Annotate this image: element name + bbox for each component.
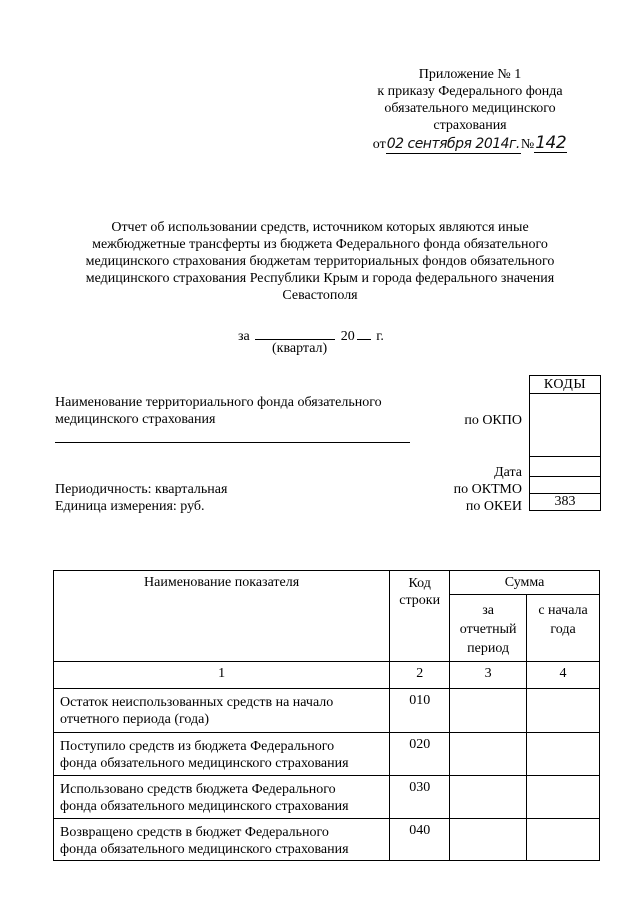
period-subtitle: (квартал) (272, 341, 328, 356)
header-name: Наименование показателя (54, 571, 390, 662)
row-name (54, 776, 390, 819)
periodicity-label: Периодичность: квартальная (55, 482, 228, 497)
row-code: 040 (390, 819, 450, 861)
row-name-line: Остаток неиспользованных средств на начало (60, 695, 334, 710)
row-year-value[interactable] (527, 776, 600, 819)
row-name-line: фонда обязательного медицинского страхования (60, 799, 349, 814)
column-number: 1 (54, 662, 390, 689)
row-code: 010 (390, 689, 450, 733)
appendix-line: обязательного медицинского (384, 101, 556, 116)
codes-header: КОДЫ (543, 377, 587, 392)
table-row (54, 689, 600, 733)
appendix-date-line (360, 135, 580, 159)
column-number: 2 (390, 662, 450, 689)
quarter-blank[interactable] (255, 325, 335, 340)
title-line: медицинского страхования бюджетам территориальных фондов обязательного (85, 254, 555, 269)
header-period (450, 595, 527, 662)
row-code: 030 (390, 776, 450, 819)
okpo-code-cell[interactable] (530, 393, 600, 456)
codes-box (529, 375, 601, 511)
year-blank[interactable] (357, 325, 371, 340)
header-year-line: с начала (538, 603, 588, 618)
header-code-line: строки (399, 593, 441, 608)
row-name (54, 733, 390, 776)
okei-label: по ОКЕИ (465, 499, 522, 514)
fund-name-line: Наименование территориального фонда обязательного (55, 395, 382, 410)
row-year-value[interactable] (527, 689, 600, 733)
header-period-line: период (467, 641, 510, 656)
handwritten-number: 142 (535, 133, 567, 153)
number-prefix: № (520, 137, 535, 152)
fund-name-blank-line[interactable] (55, 442, 410, 443)
okei-code-cell[interactable]: 383 (530, 493, 600, 510)
table-row (54, 733, 600, 776)
period-za: за (238, 329, 250, 344)
date-code-cell[interactable] (530, 456, 600, 476)
oktmo-label: по ОКТМО (453, 482, 522, 497)
column-number: 4 (527, 662, 600, 689)
row-name (54, 819, 390, 861)
oktmo-code-cell[interactable] (530, 476, 600, 493)
appendix-line: страхования (433, 118, 507, 133)
row-name-line: фонда обязательного медицинского страхования (60, 842, 349, 857)
unit-label: Единица измерения: руб. (55, 499, 205, 514)
title-line: Севастополя (282, 288, 358, 303)
column-number-row (54, 662, 600, 689)
appendix-block (360, 66, 580, 159)
fund-name-label (55, 394, 415, 428)
table-row (54, 776, 600, 819)
appendix-line: Приложение № 1 (418, 67, 522, 82)
title-line: Отчет об использовании средств, источником которых являются иные (111, 220, 529, 235)
okpo-label: по ОКПО (464, 413, 522, 428)
row-period-value[interactable] (450, 776, 527, 819)
row-name-line: Использовано средств бюджета Федерального (60, 782, 336, 797)
handwritten-date: 02 сентября 2014г. (386, 136, 520, 152)
appendix-line: к приказу Федерального фонда (377, 84, 563, 99)
title-line: межбюджетные трансферты из бюджета Федерального фонда обязательного (92, 237, 548, 252)
row-name-line: Возвращено средств в бюджет Федерального (60, 825, 329, 840)
row-name (54, 689, 390, 733)
title-line: медицинского страхования Республики Крым и города федерального значения (85, 271, 555, 286)
row-code: 020 (390, 733, 450, 776)
header-year (527, 595, 600, 662)
date-label: Дата (494, 465, 522, 480)
row-year-value[interactable] (527, 733, 600, 776)
row-year-value[interactable] (527, 819, 600, 861)
header-code-line: Код (408, 576, 431, 591)
date-prefix: от (372, 137, 386, 152)
report-table (53, 570, 600, 861)
row-name-line: Поступило средств из бюджета Федерального (60, 739, 335, 754)
header-period-line: отчетный (459, 622, 517, 637)
header-period-line: за (482, 603, 494, 618)
row-name-line: отчетного периода (года) (60, 712, 209, 727)
row-period-value[interactable] (450, 819, 527, 861)
header-sum: Сумма (450, 571, 600, 595)
header-year-line: года (550, 622, 576, 637)
row-period-value[interactable] (450, 689, 527, 733)
row-name-line: фонда обязательного медицинского страхования (60, 756, 349, 771)
row-period-value[interactable] (450, 733, 527, 776)
year-suffix: г. (376, 329, 384, 344)
column-number: 3 (450, 662, 527, 689)
table-row (54, 819, 600, 861)
header-code (390, 571, 450, 662)
report-title (55, 219, 585, 304)
year-prefix: 20 (340, 329, 355, 344)
fund-name-line: медицинского страхования (55, 412, 216, 427)
